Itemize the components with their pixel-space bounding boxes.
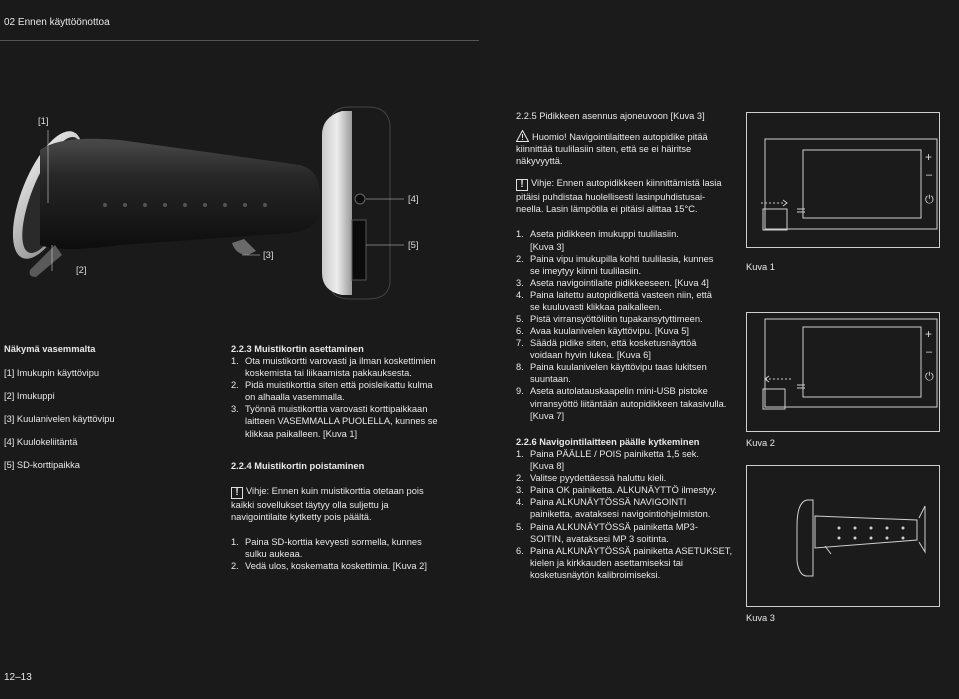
step-number: 1. xyxy=(231,537,239,548)
step-line: Työnnä muistikorttia varovasti korttipaikkaan xyxy=(245,404,428,415)
callout-5: [5] xyxy=(408,240,419,251)
warning-line: Huomio! Navigointilaitteen autopidike pitää xyxy=(532,132,708,143)
hint-line: kaikki sovellukset täytyy olla suljettu ja xyxy=(231,500,389,511)
figure-2-illustration xyxy=(747,313,939,431)
section-2-2-4 xyxy=(231,460,476,572)
step-number: 8. xyxy=(516,362,524,373)
section-2-2-3 xyxy=(231,343,476,440)
hint-line: pitäisi puhdistaa huolellisesti lasinpuhdistusai- xyxy=(516,192,706,203)
callout-2: [2] xyxy=(76,265,87,276)
left-view-title: Näkymä vasemmalta xyxy=(4,344,96,354)
figure-2-caption: Kuva 2 xyxy=(746,438,775,448)
hint-line: Vihje: Ennen autopidikkeen kiinnittämistä lasia xyxy=(531,178,722,189)
step-line: suuntaan. xyxy=(530,374,571,385)
step-line: [Kuva 7] xyxy=(530,410,565,421)
fig1-minus: – xyxy=(926,169,933,181)
step-line: painiketta, avataksesi navigointiohjelmiston. xyxy=(530,509,711,520)
step-line: Paina vipu imukupilla kohti tuulilasia, kunnes xyxy=(530,253,714,264)
hint-block xyxy=(516,177,746,215)
step-number: 5. xyxy=(516,314,524,325)
step-line: virransyöttö liitäntään autopidikkeen takasivulla. xyxy=(530,398,727,409)
left-view-legend xyxy=(4,343,204,471)
legend-item: [3] Kuulanivelen käyttövipu xyxy=(4,414,115,425)
section-2-2-6 xyxy=(516,436,746,581)
step-line: Paina kuulanivelen käyttövipu taas lukitsen xyxy=(530,362,707,373)
step-line: [Kuva 8] xyxy=(530,461,565,472)
step-number: 2. xyxy=(516,253,524,264)
step-line: SOITIN, avataksesi MP 3 soitinta. xyxy=(530,533,669,544)
step-line: Aseta navigointilaite pidikkeeseen. [Kuva 4] xyxy=(530,277,709,288)
callout-3: [3] xyxy=(263,250,274,261)
step-line: Ota muistikortti varovasti ja ilman koskettimien xyxy=(245,356,436,367)
device-side-panel xyxy=(322,111,352,295)
step-line: Paina ALKUNÄYTÖSSÄ painiketta ASETUKSET, xyxy=(530,545,733,556)
step-line: klikkaa paikalleen. [Kuva 1] xyxy=(245,428,358,439)
step-line: Paina ALKUNÄYTÖSSÄ NAVIGOINTI xyxy=(530,497,687,508)
step-number: 5. xyxy=(516,521,524,532)
figure-3-caption: Kuva 3 xyxy=(746,613,775,623)
section-title: 2.2.5 Pidikkeen asennus ajoneuvoon [Kuva 3] xyxy=(516,111,705,121)
mount-arm xyxy=(40,139,320,249)
section-title: 2.2.6 Navigointilaitteen päälle kytkeminen xyxy=(516,437,700,447)
step-number: 6. xyxy=(516,326,524,337)
step-number: 6. xyxy=(516,545,524,556)
hint-line: neella. Lasin lämpötila ei pitäisi alittaa 15°C. xyxy=(516,204,698,215)
step-line: Paina ALKUNÄYTÖSSÄ painiketta MP3- xyxy=(530,521,698,532)
step-number: 1. xyxy=(516,449,524,460)
step-number: 1. xyxy=(231,356,239,367)
figure-3-illustration xyxy=(747,466,939,606)
warning-block xyxy=(516,130,746,167)
step-line: Pistä virransyöttöliitin tupakansytyttimeen. xyxy=(530,314,703,325)
chapter-title: 02 Ennen käyttöönottoa xyxy=(4,17,110,28)
callout-1: [1] xyxy=(38,116,49,127)
legend-item: [2] Imukuppi xyxy=(4,391,55,402)
step-line: se kuuluvasti klikkaa paikalleen. xyxy=(530,301,662,312)
step-line: Valitse pyydettäessä haluttu kieli. xyxy=(530,473,667,484)
fig2-minus: – xyxy=(926,346,933,358)
step-line: Paina laitettu autopidikettä vasteen niin, että xyxy=(530,289,712,300)
legend-item: [4] Kuulokeliitäntä xyxy=(4,437,78,448)
step-number: 4. xyxy=(516,497,524,508)
hint-line: navigointilaite kytketty pois päältä. xyxy=(231,512,372,523)
hint-line: Vihje: Ennen kuin muistikorttia otetaan pois xyxy=(246,486,424,497)
warning-line: kiinnittää tuulilasiin siten, että se ei häiritse xyxy=(516,144,692,155)
step-number: 3. xyxy=(516,277,524,288)
step-line: se imeytyy kiinni tuulilasiin. xyxy=(530,265,642,276)
step-line: laitteen VASEMMALLA PUOLELLA, kunnes se xyxy=(245,416,438,427)
step-number: 2. xyxy=(231,380,239,391)
figure-2-frame xyxy=(746,312,940,432)
step-line: Avaa kuulanivelen käyttövipu. [Kuva 5] xyxy=(530,326,690,337)
page-numbers: 12–13 xyxy=(4,672,32,683)
section-title: 2.2.4 Muistikortin poistaminen xyxy=(231,461,365,471)
step-line: voidaan hyvin lukea. [Kuva 6] xyxy=(530,350,651,361)
figure-1-frame xyxy=(746,112,940,248)
warning-line: näkyvyyttä. xyxy=(516,156,563,167)
step-line: Vedä ulos, koskematta koskettimia. [Kuva 2] xyxy=(245,561,427,572)
step-line: kielen ja kirkkauden asettamiseksi tai xyxy=(530,557,683,568)
step-line: [Kuva 3] xyxy=(530,241,565,252)
warning-triangle-icon xyxy=(516,130,529,142)
step-line: Paina OK painiketta. ALKUNÄYTTÖ ilmestyy. xyxy=(530,485,717,496)
step-number: 4. xyxy=(516,289,524,300)
step-number: 7. xyxy=(516,338,524,349)
legend-item: [5] SD-korttipaikka xyxy=(4,460,80,471)
headphone-jack xyxy=(355,194,365,204)
step-number: 2. xyxy=(516,473,524,484)
hint-block xyxy=(231,485,476,523)
figure-1-illustration xyxy=(747,113,939,247)
step-line: Pidä muistikorttia siten että poisleikattu kulma xyxy=(245,380,433,391)
hint-icon: ! xyxy=(231,487,243,499)
fig1-plus: + xyxy=(925,150,933,164)
step-line: kosketusnäytön kalibroimiseksi. xyxy=(530,569,661,580)
legend-item: [1] Imukupin käyttövipu xyxy=(4,368,100,379)
step-line: koskemista tai liikaamista pakkauksesta. xyxy=(245,368,412,379)
step-line: Aseta autolatauskaapelin mini-USB pistoke xyxy=(530,386,708,397)
callout-4: [4] xyxy=(408,194,419,205)
section-2-2-5 xyxy=(516,110,746,422)
figure-3-frame xyxy=(746,465,940,607)
step-number: 3. xyxy=(516,485,524,496)
step-number: 2. xyxy=(231,561,239,572)
fig2-plus: + xyxy=(925,327,933,341)
figure-1-caption: Kuva 1 xyxy=(746,262,775,272)
step-number: 1. xyxy=(516,229,524,240)
ball-joint-lever xyxy=(232,239,256,255)
sd-card-slot xyxy=(352,220,366,280)
step-number: 9. xyxy=(516,386,524,397)
step-line: sulku aukeaa. xyxy=(245,549,303,560)
fig2-power: ⏻ xyxy=(925,371,934,383)
hint-icon: ! xyxy=(516,179,528,191)
step-line: Säädä pidike siten, että kosketusnäyttöä xyxy=(530,338,697,349)
step-line: on alhaalla vasemmalla. xyxy=(245,392,345,403)
header-rule xyxy=(0,40,479,41)
step-number: 3. xyxy=(231,404,239,415)
fig1-power: ⏻ xyxy=(925,194,934,206)
section-title: 2.2.3 Muistikortin asettaminen xyxy=(231,344,364,354)
step-line: Aseta pidikkeen imukuppi tuulilasiin. xyxy=(530,229,679,240)
step-line: Paina SD-korttia kevyesti sormella, kunnes xyxy=(245,537,422,548)
step-line: Paina PÄÄLLE / POIS painiketta 1,5 sek. xyxy=(530,449,699,460)
